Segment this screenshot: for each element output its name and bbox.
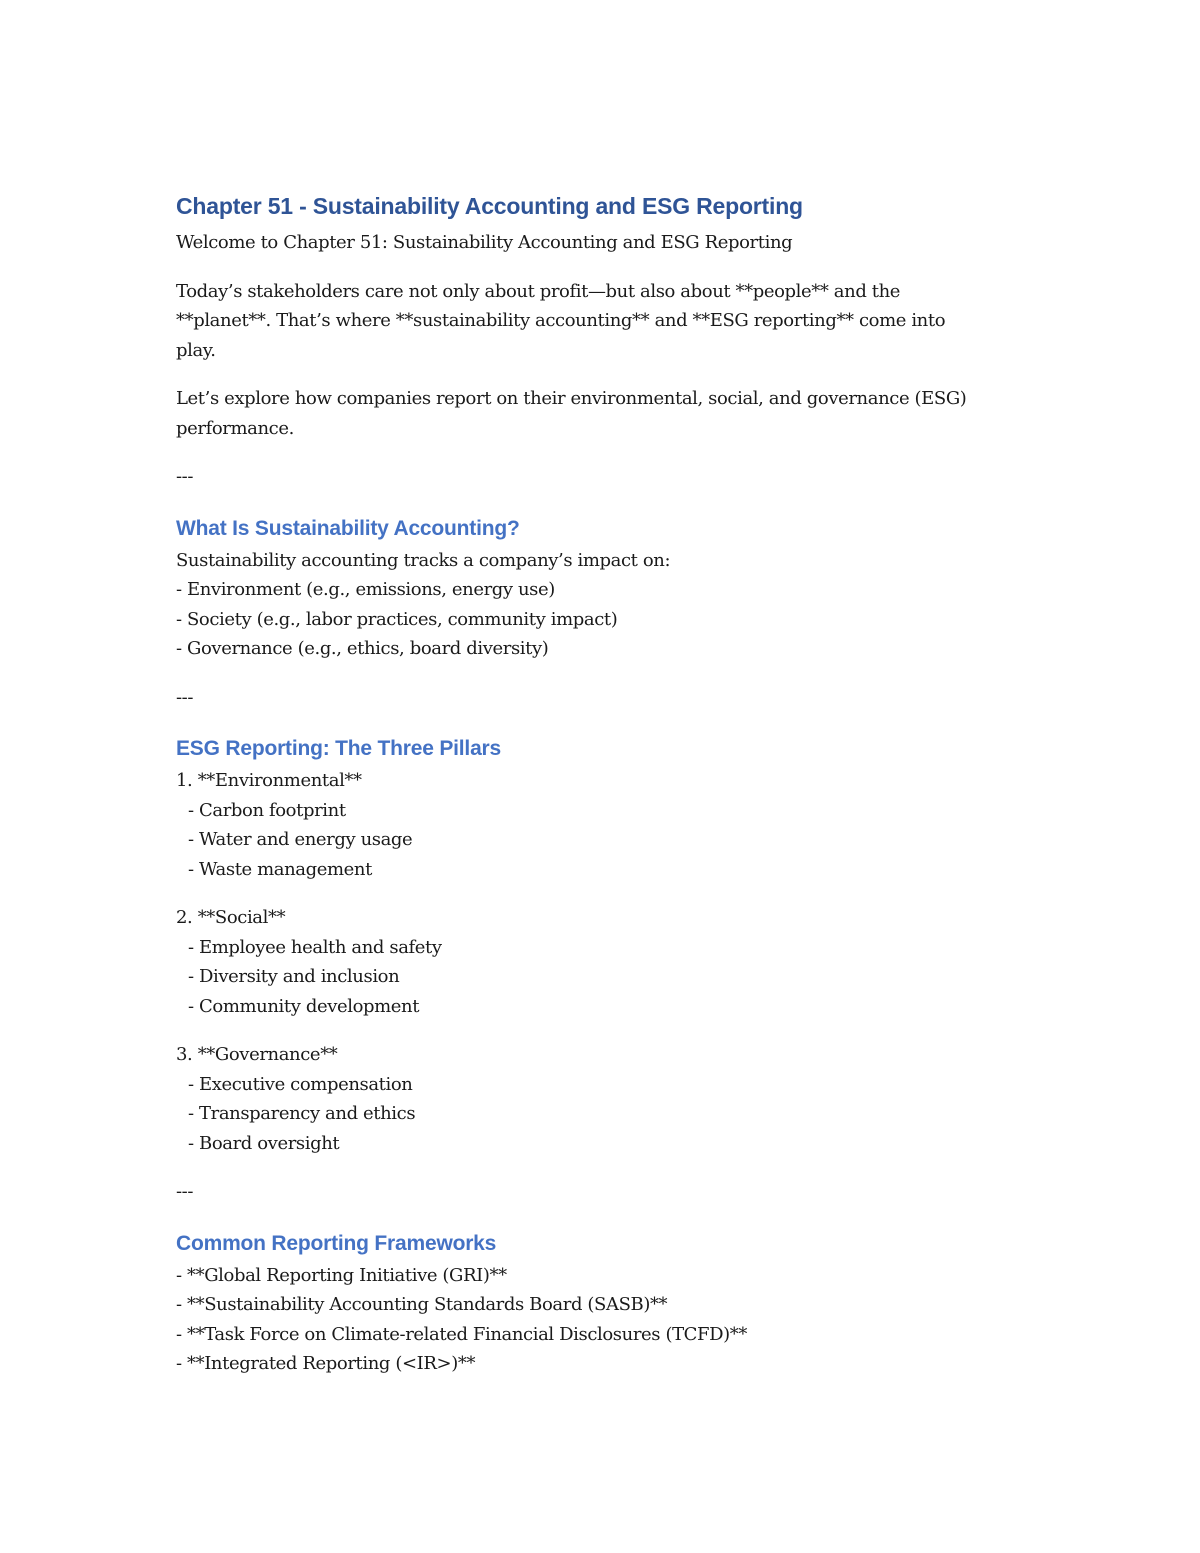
pillar-label: 3. **Governance**: [176, 1044, 338, 1065]
explore-paragraph-line: performance.: [176, 417, 294, 439]
list-item: - Transparency and ethics: [188, 1103, 416, 1124]
separator: ---: [176, 1181, 194, 1202]
list-item: - Environment (e.g., emissions, energy use): [176, 579, 555, 600]
list-item: - Employee health and safety: [188, 936, 442, 958]
list-item: - Board oversight: [188, 1132, 340, 1154]
pillar-label: 1. **Environmental**: [176, 770, 362, 791]
document-page: [176, 188, 1036, 1379]
list-item: - **Global Reporting Initiative (GRI)**: [176, 1264, 507, 1286]
intro-paragraph-line: Today’s stakeholders care not only about profit—but also about **people** and the: [176, 280, 901, 302]
list-item: - **Task Force on Climate-related Financial Disclosures (TCFD)**: [176, 1323, 747, 1345]
list-item: - Waste management: [188, 858, 372, 880]
separator: ---: [176, 686, 194, 708]
explore-paragraph-line: Let’s explore how companies report on their environmental, social, and governance (ESG): [176, 388, 967, 409]
list-item: - Water and energy usage: [188, 829, 413, 850]
pillar-label: 2. **Social**: [176, 907, 286, 928]
list-item: - **Integrated Reporting (<IR>)**: [176, 1353, 476, 1374]
section-heading-esg-pillars: ESG Reporting: The Three Pillars: [176, 737, 501, 760]
list-item: - Carbon footprint: [188, 799, 346, 821]
list-item: - Diversity and inclusion: [188, 966, 400, 987]
section-heading-sustainability-accounting: What Is Sustainability Accounting?: [176, 516, 520, 540]
section-heading-reporting-frameworks: Common Reporting Frameworks: [176, 1231, 497, 1255]
list-item: - Executive compensation: [188, 1073, 413, 1095]
list-item: - **Sustainability Accounting Standards Board (SASB)**: [176, 1294, 668, 1315]
separator: ---: [176, 466, 194, 487]
intro-paragraph-line: **planet**. That’s where **sustainability accounting** and **ESG reporting** come into: [176, 310, 946, 331]
intro-paragraph-line: play.: [176, 339, 216, 361]
welcome-line: Welcome to Chapter 51: Sustainability Accounting and ESG Reporting: [176, 232, 793, 253]
list-item: - Governance (e.g., ethics, board diversity): [176, 638, 549, 659]
chapter-title: Chapter 51 - Sustainability Accounting and ESG Reporting: [176, 193, 803, 219]
list-item: - Community development: [188, 995, 420, 1017]
section-lead: Sustainability accounting tracks a company’s impact on:: [176, 549, 671, 571]
list-item: - Society (e.g., labor practices, community impact): [176, 608, 618, 630]
